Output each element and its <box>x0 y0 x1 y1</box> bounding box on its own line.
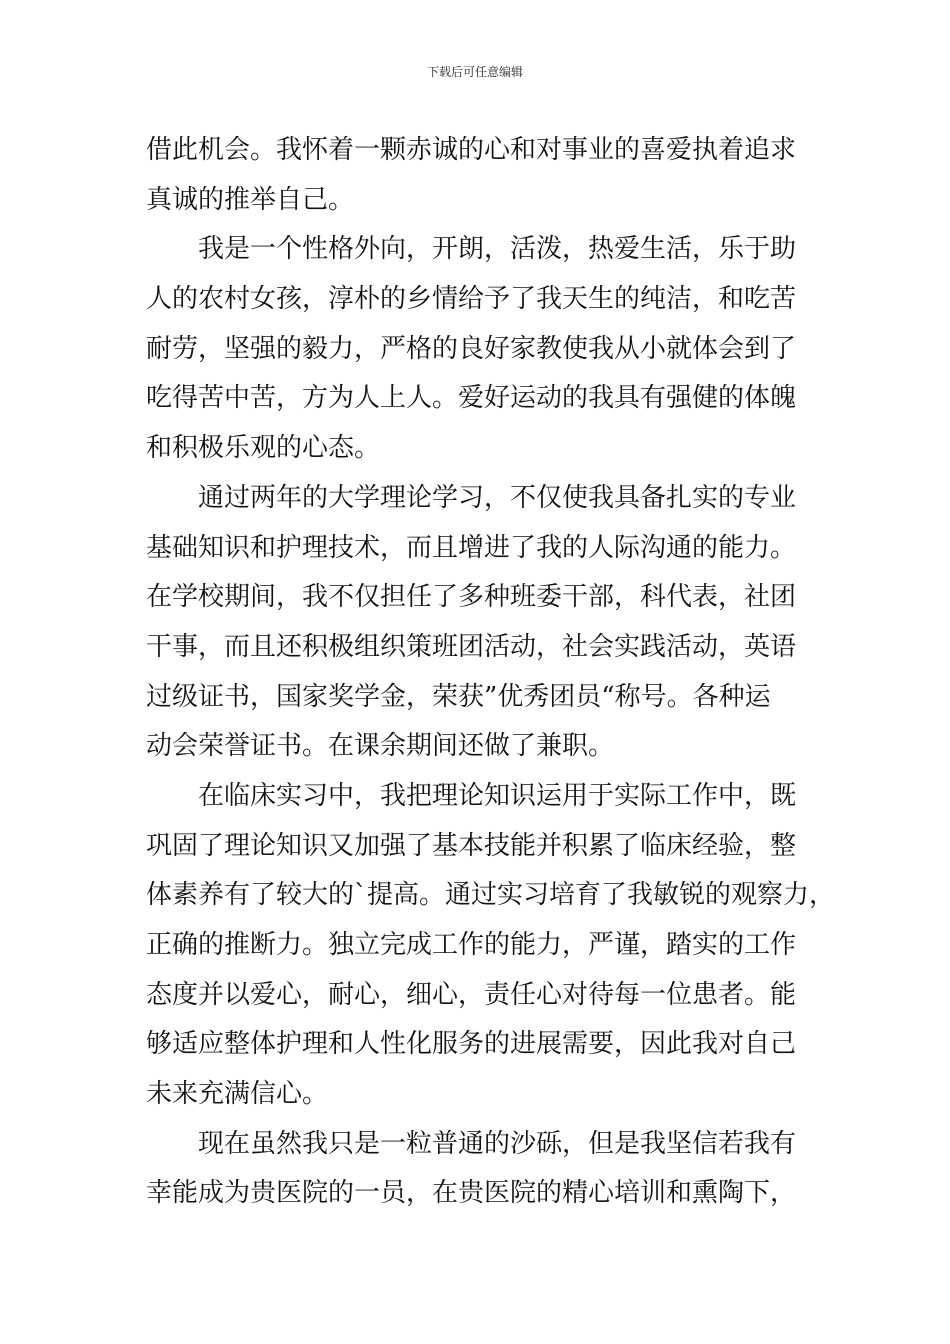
text-line: 我是一个性格外向，开朗，活泼，热爱生活，乐于助 <box>198 234 797 265</box>
text-line: 吃得苦中苦，方为人上人。爱好运动的我具有强健的体魄 <box>146 383 797 414</box>
page-header: 下载后可任意编辑 <box>426 65 523 79</box>
text-line: 在临床实习中，我把理论知识运用于实际工作中，既 <box>198 780 797 811</box>
text-line: 在学校期间，我不仅担任了多种班委干部，科代表，社团 <box>146 582 797 613</box>
text-line: 通过两年的大学理论学习，不仅使我具备扎实的专业 <box>198 482 797 513</box>
text-line: 幸能成为贵医院的一员，在贵医院的精心培训和熏陶下， <box>146 1178 797 1209</box>
text-line: 借此机会。我怀着一颗赤诚的心和对事业的喜爱执着追求 <box>146 135 797 165</box>
text-line: 动会荣誉证书。在课余期间还做了兼职。 <box>146 731 615 762</box>
text-line: 基础知识和护理技术，而且增进了我的人际沟通的能力。 <box>146 532 797 563</box>
text-line: 正确的推断力。独立完成工作的能力，严谨，踏实的工作 <box>146 930 797 960</box>
text-line: 巩固了理论知识又加强了基本技能并积累了临床经验，整 <box>146 830 797 861</box>
text-line: 体素养有了较大的`提高。通过实习培育了我敏锐的观察力， <box>146 880 836 911</box>
text-line: 过级证书，国家奖学金，荣获”优秀团员“称号。各种运 <box>146 681 771 712</box>
text-line: 够适应整体护理和人性化服务的进展需要，因此我对自己 <box>146 1029 797 1060</box>
text-line: 真诚的推举自己。 <box>146 184 355 215</box>
body-text <box>146 126 836 1219</box>
text-line: 现在虽然我只是一粒普通的沙砾，但是我坚信若我有 <box>198 1128 797 1159</box>
text-line: 干事，而且还积极组织策班团活动，社会实践活动，英语 <box>146 631 797 662</box>
text-line: 态度并以爱心，耐心，细心，责任心对待每一位患者。能 <box>146 979 797 1010</box>
text-line: 人的农村女孩，淳朴的乡情给予了我天生的纯洁，和吃苦 <box>146 284 797 315</box>
text-line: 和积极乐观的心态。 <box>146 433 381 464</box>
text-line: 未来充满信心。 <box>146 1079 329 1110</box>
text-line: 耐劳，坚强的毅力，严格的良好家教使我从小就体会到了 <box>146 333 797 364</box>
